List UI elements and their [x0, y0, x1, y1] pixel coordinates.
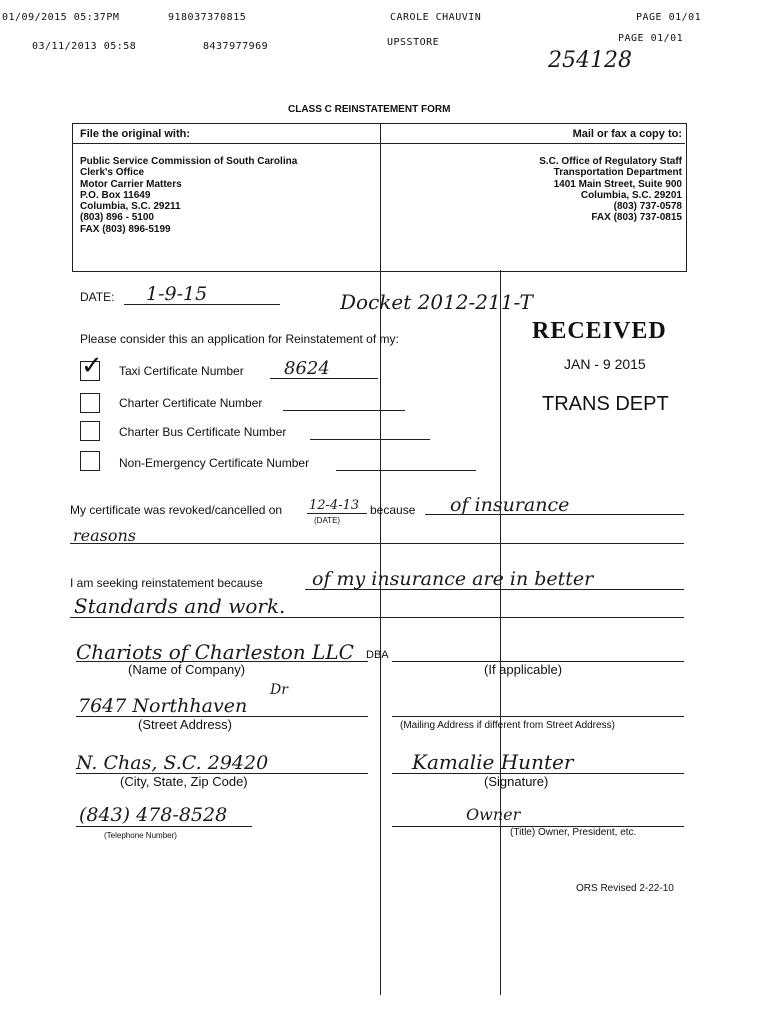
mailing-address-caption: (Mailing Address if different from Street Address) — [400, 720, 615, 731]
telephone-value[interactable]: (843) 478-8528 — [79, 804, 228, 826]
title-value[interactable]: Owner — [466, 805, 521, 824]
checkmark-icon: ✓ — [81, 350, 103, 380]
company-name-caption: (Name of Company) — [128, 662, 246, 677]
taxi-certificate-number[interactable]: 8624 — [284, 358, 330, 379]
file-with-line: Motor Carrier Matters — [80, 178, 182, 190]
revoked-label: My certificate was revoked/cancelled on — [70, 503, 283, 517]
fax-header-page: PAGE 01/01 — [636, 12, 702, 23]
file-with-line: Clerk's Office — [80, 167, 145, 179]
fax-header-phone: 918037370815 — [168, 12, 247, 23]
signature-caption: (Signature) — [484, 774, 549, 789]
file-with-address — [80, 156, 297, 235]
reinstatement-reason-line1[interactable]: of my insurance are in better — [312, 568, 594, 590]
received-stamp-title: RECEIVED — [532, 318, 667, 344]
reinstatement-label: I am seeking reinstatement because — [70, 576, 263, 590]
non-emergency-certificate-checkbox[interactable] — [80, 451, 100, 471]
reinstatement-reason-underline-2 — [70, 617, 684, 618]
fax-artifact-line-right — [500, 270, 501, 995]
received-stamp-date: JAN - 9 2015 — [564, 356, 646, 372]
docket-handwritten: Docket 2012-211-T — [340, 290, 533, 314]
file-with-line: Columbia, S.C. 29211 — [80, 201, 181, 213]
revoked-because-label: because — [370, 503, 416, 517]
revoked-date-value[interactable]: 12-4-13 — [309, 498, 360, 513]
charter-certificate-checkbox[interactable] — [80, 393, 100, 413]
mail-to-line: (803) 737-0578 — [613, 201, 682, 213]
application-prompt: Please consider this an application for Reinstatement of my: — [80, 332, 399, 346]
date-label: DATE: — [80, 290, 115, 304]
telephone-underline — [76, 826, 252, 827]
fax-header-2-sender: UPSSTORE — [387, 37, 440, 48]
street-suffix-value[interactable]: Dr — [270, 682, 288, 698]
non-emergency-certificate-underline — [336, 470, 476, 471]
form-title: CLASS C REINSTATEMENT FORM — [288, 104, 451, 115]
docket-stamp-number: 254128 — [548, 48, 632, 73]
file-with-line: FAX (803) 896-5199 — [80, 223, 171, 235]
file-with-line: (803) 896 - 5100 — [80, 212, 154, 224]
street-address-value[interactable]: 7647 Northhaven — [78, 695, 248, 717]
fax-artifact-line-left — [380, 271, 381, 995]
reinstatement-reason-underline-1 — [305, 589, 684, 590]
reinstatement-reason-line2[interactable]: Standards and work. — [74, 594, 286, 618]
charter-bus-certificate-label: Charter Bus Certificate Number — [119, 425, 287, 439]
taxi-certificate-underline — [270, 378, 378, 379]
mail-to-line: Transportation Department — [553, 167, 682, 179]
charter-certificate-underline — [283, 410, 405, 411]
mail-to-line: Columbia, S.C. 29201 — [580, 189, 682, 201]
mail-to-line: S.C. Office of Regulatory Staff — [539, 156, 682, 167]
signature-value[interactable]: Kamalie Hunter — [412, 750, 574, 774]
mailing-address-underline — [392, 716, 684, 717]
fax-header-2-datetime: 03/11/2013 05:58 — [32, 41, 137, 52]
file-with-line: Public Service Commission of South Carolina — [80, 156, 298, 167]
charter-certificate-label: Charter Certificate Number — [119, 396, 263, 410]
revision-note: ORS Revised 2-22-10 — [576, 883, 674, 894]
charter-bus-certificate-checkbox[interactable] — [80, 421, 100, 441]
revoked-reason-line2[interactable]: reasons — [73, 526, 137, 545]
company-name-value[interactable]: Chariots of Charleston LLC — [76, 640, 354, 664]
title-caption: (Title) Owner, President, etc. — [510, 827, 637, 838]
mail-to-heading: Mail or fax a copy to: — [572, 128, 682, 140]
non-emergency-certificate-label: Non-Emergency Certificate Number — [119, 456, 310, 470]
date-value[interactable]: 1-9-15 — [146, 283, 208, 305]
received-stamp-dept: TRANS DEPT — [542, 393, 669, 415]
city-state-zip-value[interactable]: N. Chas, S.C. 29420 — [76, 752, 269, 774]
file-with-heading: File the original with: — [80, 128, 190, 140]
mail-to-line: FAX (803) 737-0815 — [591, 212, 682, 224]
date-underline — [124, 304, 280, 305]
street-address-caption: (Street Address) — [138, 717, 232, 732]
revoked-reason-underline-1 — [425, 514, 684, 515]
telephone-caption: (Telephone Number) — [104, 831, 177, 840]
fax-header-2-page: PAGE 01/01 — [618, 33, 684, 44]
dba-caption: (If applicable) — [484, 662, 563, 677]
mail-to-line: 1401 Main Street, Suite 900 — [553, 178, 682, 190]
revoked-date-caption: (DATE) — [314, 516, 341, 525]
charter-bus-certificate-underline — [310, 439, 430, 440]
mail-to-address — [539, 156, 682, 224]
fax-header-sender: CAROLE CHAUVIN — [390, 12, 482, 23]
dba-label: DBA — [366, 649, 389, 661]
revoked-date-underline — [307, 513, 367, 514]
revoked-reason-underline-2 — [70, 543, 684, 544]
fax-header-datetime: 01/09/2015 05:37PM — [2, 12, 120, 23]
address-box-divider — [380, 124, 381, 271]
taxi-certificate-label: Taxi Certificate Number — [119, 364, 244, 378]
city-state-zip-caption: (City, State, Zip Code) — [120, 774, 248, 789]
address-box-header-rule — [73, 143, 685, 144]
fax-header-2-phone: 8437977969 — [203, 41, 269, 52]
file-with-line: P.O. Box 11649 — [80, 189, 151, 201]
revoked-reason-line1[interactable]: of insurance — [450, 494, 570, 516]
